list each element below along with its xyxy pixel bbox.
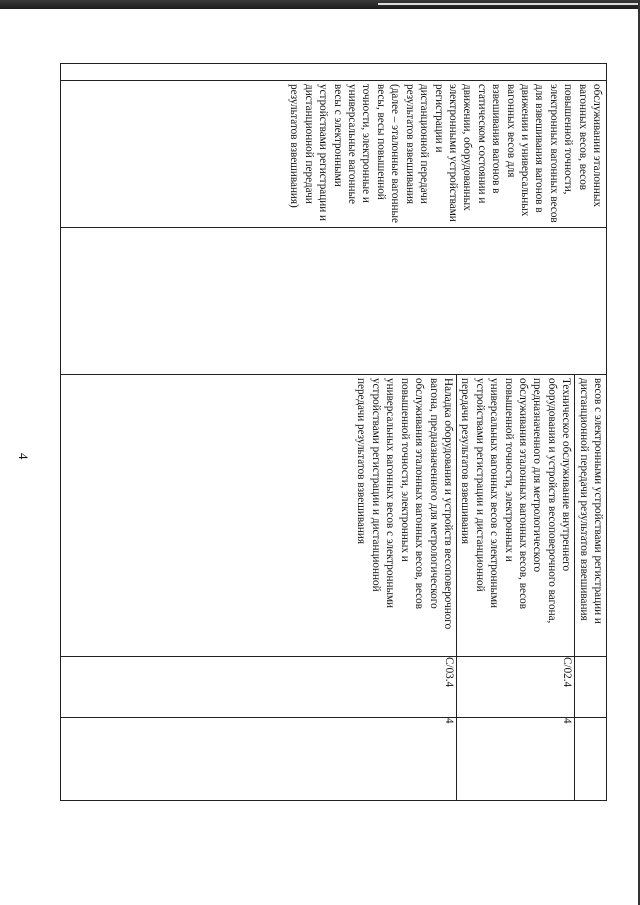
function-lines-0 (575, 375, 606, 656)
rotated-table-wrapper (60, 63, 607, 800)
title-line: весы с электронными (331, 84, 344, 187)
function-line: устройствами регистрации и дистанционной (473, 378, 486, 592)
function-line: устройствами регистрации и дистанционной (369, 378, 382, 592)
title-lines (286, 81, 606, 227)
code-cell: C/03.4 (61, 657, 457, 718)
function-line: вагона, предназначенного для метрологического (427, 378, 440, 609)
code-cell (575, 657, 607, 718)
title-line: весы, весы повышенной (374, 84, 387, 200)
function-line: универсальных вагонных весов с электронными (384, 378, 397, 609)
function-line: универсальных вагонных весов с электронными (488, 378, 501, 609)
functions-table (60, 63, 607, 801)
title-line: для взвешивания вагонов в (533, 84, 546, 213)
generalized-function-title-cell (61, 81, 607, 228)
title-line: универсальные вагонные (346, 84, 359, 204)
title-line: устройствами регистрации и (317, 84, 330, 222)
function-line: передачи результатов взвешивания (355, 378, 368, 545)
empty-narrow-column (61, 64, 607, 81)
function-line: передачи результатов взвешивания (459, 378, 472, 545)
title-line: точности, электронные и (360, 84, 373, 203)
function-line: обслуживания эталонных вагонных весов, весов (516, 378, 529, 610)
function-line: весов с электронными устройствами регистрации и (592, 378, 604, 624)
function-lines-1 (457, 375, 574, 656)
function-line: Наладка оборудования и устройств весоповерочного (441, 378, 454, 630)
function-cell (61, 375, 457, 657)
scan-top-edge (0, 0, 640, 9)
function-cell (575, 375, 607, 657)
title-line: дистанционной передачи (302, 84, 315, 204)
title-line: электронных вагонных весов (547, 84, 560, 223)
title-line: результатов взвешивания) (288, 84, 301, 208)
code-cell: C/02.4 (456, 657, 574, 718)
title-line: (далее – эталонные вагонные (389, 84, 402, 223)
function-line: обслуживания эталонных вагонных весов, весов (413, 378, 426, 610)
title-line: вагонных весов для (504, 84, 517, 178)
title-line: взвешивания вагонов в (490, 84, 503, 194)
title-line: повышенной точности, (562, 84, 575, 195)
title-line: электронными устройствами (446, 84, 459, 222)
title-line: обслуживании эталонных (591, 84, 603, 208)
level-cell (575, 718, 607, 801)
title-line: движении, оборудованных (461, 84, 474, 211)
function-line: повышенной точности, электронных и (398, 378, 411, 562)
function-cell (456, 375, 574, 657)
function-line: оборудования и устройств весоповерочного вагона, (545, 378, 558, 624)
function-line: предназначенного для метрологического (531, 378, 544, 573)
level-cell: 4 (456, 718, 574, 801)
title-line: вагонных весов, весов (576, 84, 589, 191)
title-line: статическом состоянии и (475, 84, 488, 204)
title-line: результатов взвешивания (403, 84, 416, 205)
function-lines-2 (353, 375, 456, 656)
title-line: регистрации и (432, 84, 445, 153)
function-line: повышенной точности, электронных и (502, 378, 515, 562)
table-row (575, 64, 607, 801)
empty-level-column (61, 228, 607, 375)
title-line: движении и универсальных (518, 84, 531, 217)
function-line: дистанционной передачи результатов взвешивания (577, 378, 590, 621)
level-cell: 4 (61, 718, 457, 801)
title-line: дистанционной передачи (418, 84, 431, 204)
page-number: 4 (16, 453, 31, 460)
function-line: Техническое обслуживание внутреннего (560, 378, 573, 572)
